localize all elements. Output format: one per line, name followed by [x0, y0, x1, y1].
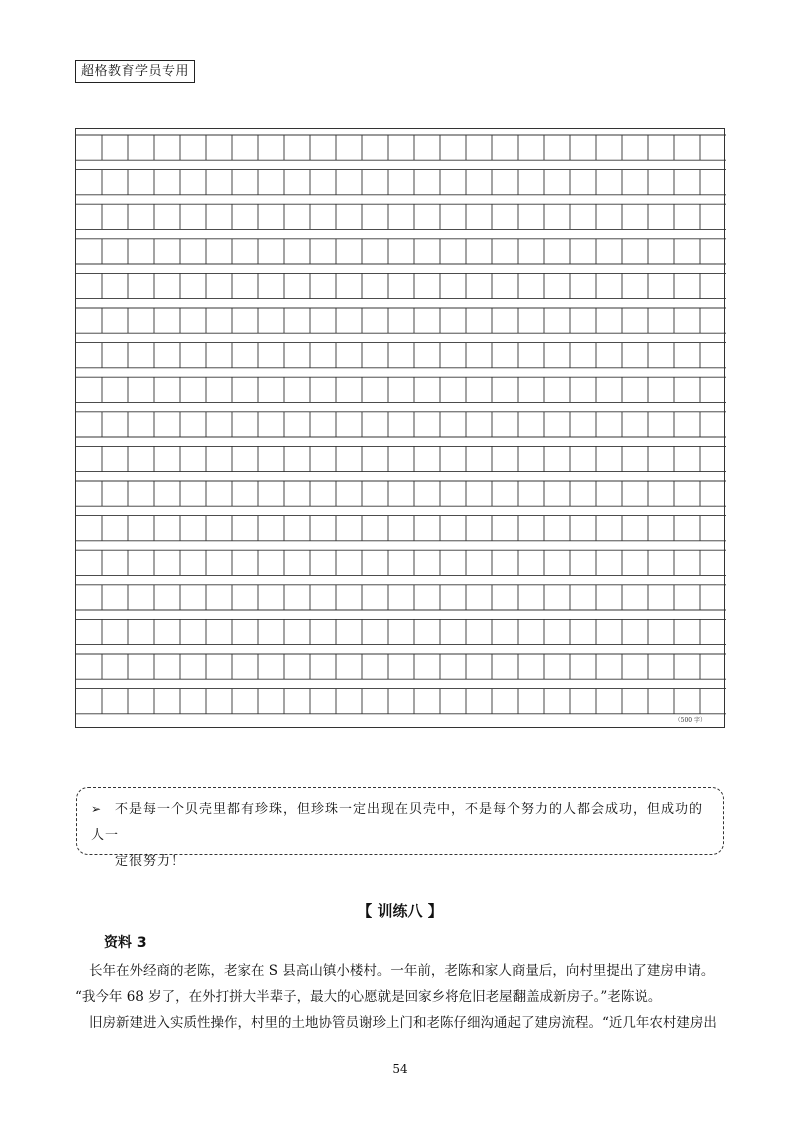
essay-grid: [75, 128, 725, 728]
paragraph-2: “我今年 68 岁了，在外打拼大半辈子，最大的心愿就是回家乡将危旧老屋翻盖成新房子。”老陈说。: [75, 989, 662, 1005]
quote-line-2: 定很努力！: [115, 854, 186, 869]
arrow-bullet-icon: ➢: [91, 802, 103, 816]
paragraph-3: 旧房新建进入实质性操作，村里的土地协管员谢珍上门和老陈仔细沟通起了建房流程。“近几年农村建房出: [89, 1015, 717, 1031]
quote-text: [91, 796, 709, 875]
essay-grid-lines: [76, 129, 726, 729]
quote-line-1: 不是每一个贝壳里都有珍珠，但珍珠一定出现在贝壳中，不是每个努力的人都会成功，但成功的人一: [91, 802, 704, 843]
paragraph-1: 长年在外经商的老陈，老家在 S 县高山镇小楼村。一年前，老陈和家人商量后，向村里提出了建房申请。: [89, 963, 715, 979]
material-label: 资料 3: [104, 935, 147, 951]
page-number: 54: [392, 1062, 408, 1076]
section-heading: 【 训练八 】: [357, 902, 443, 920]
usage-badge: 超格教育学员专用: [75, 60, 195, 83]
word-count-label: （500 字）: [674, 717, 706, 724]
quote-box: [76, 787, 724, 869]
